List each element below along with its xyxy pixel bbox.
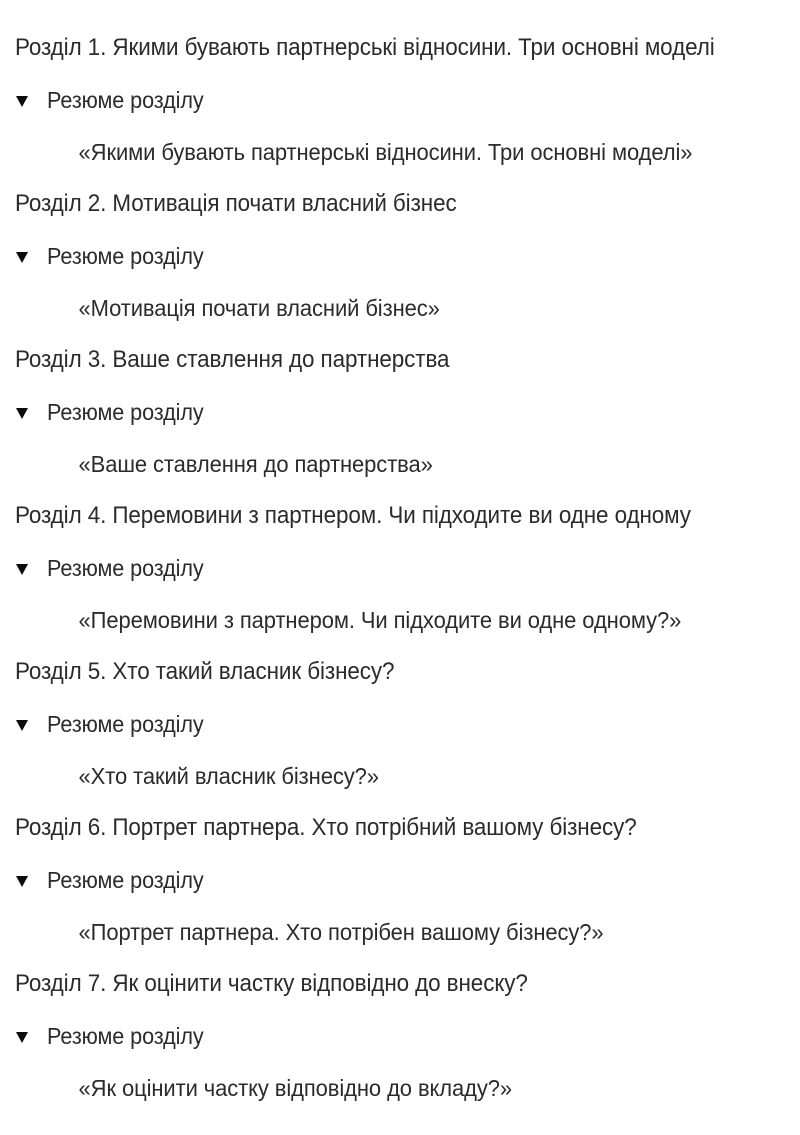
- chapter-heading[interactable]: Розділ 2. Мотивація почати власний бізнес: [14, 190, 457, 217]
- section-summary-label: Резюме розділу: [47, 399, 204, 425]
- chapter-heading[interactable]: Розділ 7. Як оцінити частку відповідно до внеску?: [14, 970, 528, 997]
- chapter-heading[interactable]: Розділ 6. Портрет партнера. Хто потрібний вашому бізнесу?: [14, 814, 637, 841]
- triangle-down-icon[interactable]: [16, 1032, 28, 1043]
- triangle-down-icon[interactable]: [16, 876, 28, 887]
- chapter-heading[interactable]: Розділ 3. Ваше ставлення до партнерства: [14, 346, 450, 373]
- section-summary-label: Резюме розділу: [47, 867, 204, 893]
- triangle-down-icon[interactable]: [16, 408, 28, 419]
- section-summary-quote[interactable]: «Портрет партнера. Хто потрібен вашому бізнесу?»: [78, 919, 604, 945]
- section-summary-toggle[interactable]: [0, 698, 800, 750]
- triangle-down-icon[interactable]: [16, 720, 28, 731]
- section-block: [0, 490, 800, 646]
- section-summary-label: Резюме розділу: [47, 243, 204, 269]
- section-summary-toggle[interactable]: [0, 74, 800, 126]
- chapter-heading[interactable]: Розділ 4. Перемовини з партнером. Чи підходите ви одне одному: [14, 502, 691, 529]
- triangle-down-icon[interactable]: [16, 252, 28, 263]
- section-block: [0, 646, 800, 802]
- section-summary-label: Резюме розділу: [47, 555, 204, 581]
- section-summary-quote[interactable]: «Перемовини з партнером. Чи підходите ви одне одному?»: [78, 607, 682, 633]
- section-summary-label: Резюме розділу: [47, 87, 204, 113]
- triangle-down-icon[interactable]: [16, 96, 28, 107]
- section-summary-toggle[interactable]: [0, 854, 800, 906]
- section-block: [0, 802, 800, 958]
- chapter-heading[interactable]: Розділ 1. Якими бувають партнерські відносини. Три основні моделі: [14, 34, 715, 61]
- section-summary-quote[interactable]: «Як оцінити частку відповідно до вкладу?»: [78, 1075, 513, 1101]
- section-summary-toggle[interactable]: [0, 1010, 800, 1062]
- section-summary-quote[interactable]: «Ваше ставлення до партнерства»: [78, 451, 433, 477]
- section-block: [0, 958, 800, 1114]
- section-block: [0, 178, 800, 334]
- section-block: [0, 22, 800, 178]
- section-summary-toggle[interactable]: [0, 386, 800, 438]
- section-summary-quote[interactable]: «Мотивація почати власний бізнес»: [78, 295, 440, 321]
- section-summary-label: Резюме розділу: [47, 711, 204, 737]
- section-summary-toggle[interactable]: [0, 230, 800, 282]
- section-summary-quote[interactable]: «Хто такий власник бізнесу?»: [78, 763, 379, 789]
- section-summary-quote[interactable]: «Якими бувають партнерські відносини. Три основні моделі»: [78, 139, 693, 165]
- section-summary-toggle[interactable]: [0, 542, 800, 594]
- section-summary-label: Резюме розділу: [47, 1023, 204, 1049]
- triangle-down-icon[interactable]: [16, 564, 28, 575]
- section-block: [0, 334, 800, 490]
- chapter-heading[interactable]: Розділ 5. Хто такий власник бізнесу?: [14, 658, 395, 685]
